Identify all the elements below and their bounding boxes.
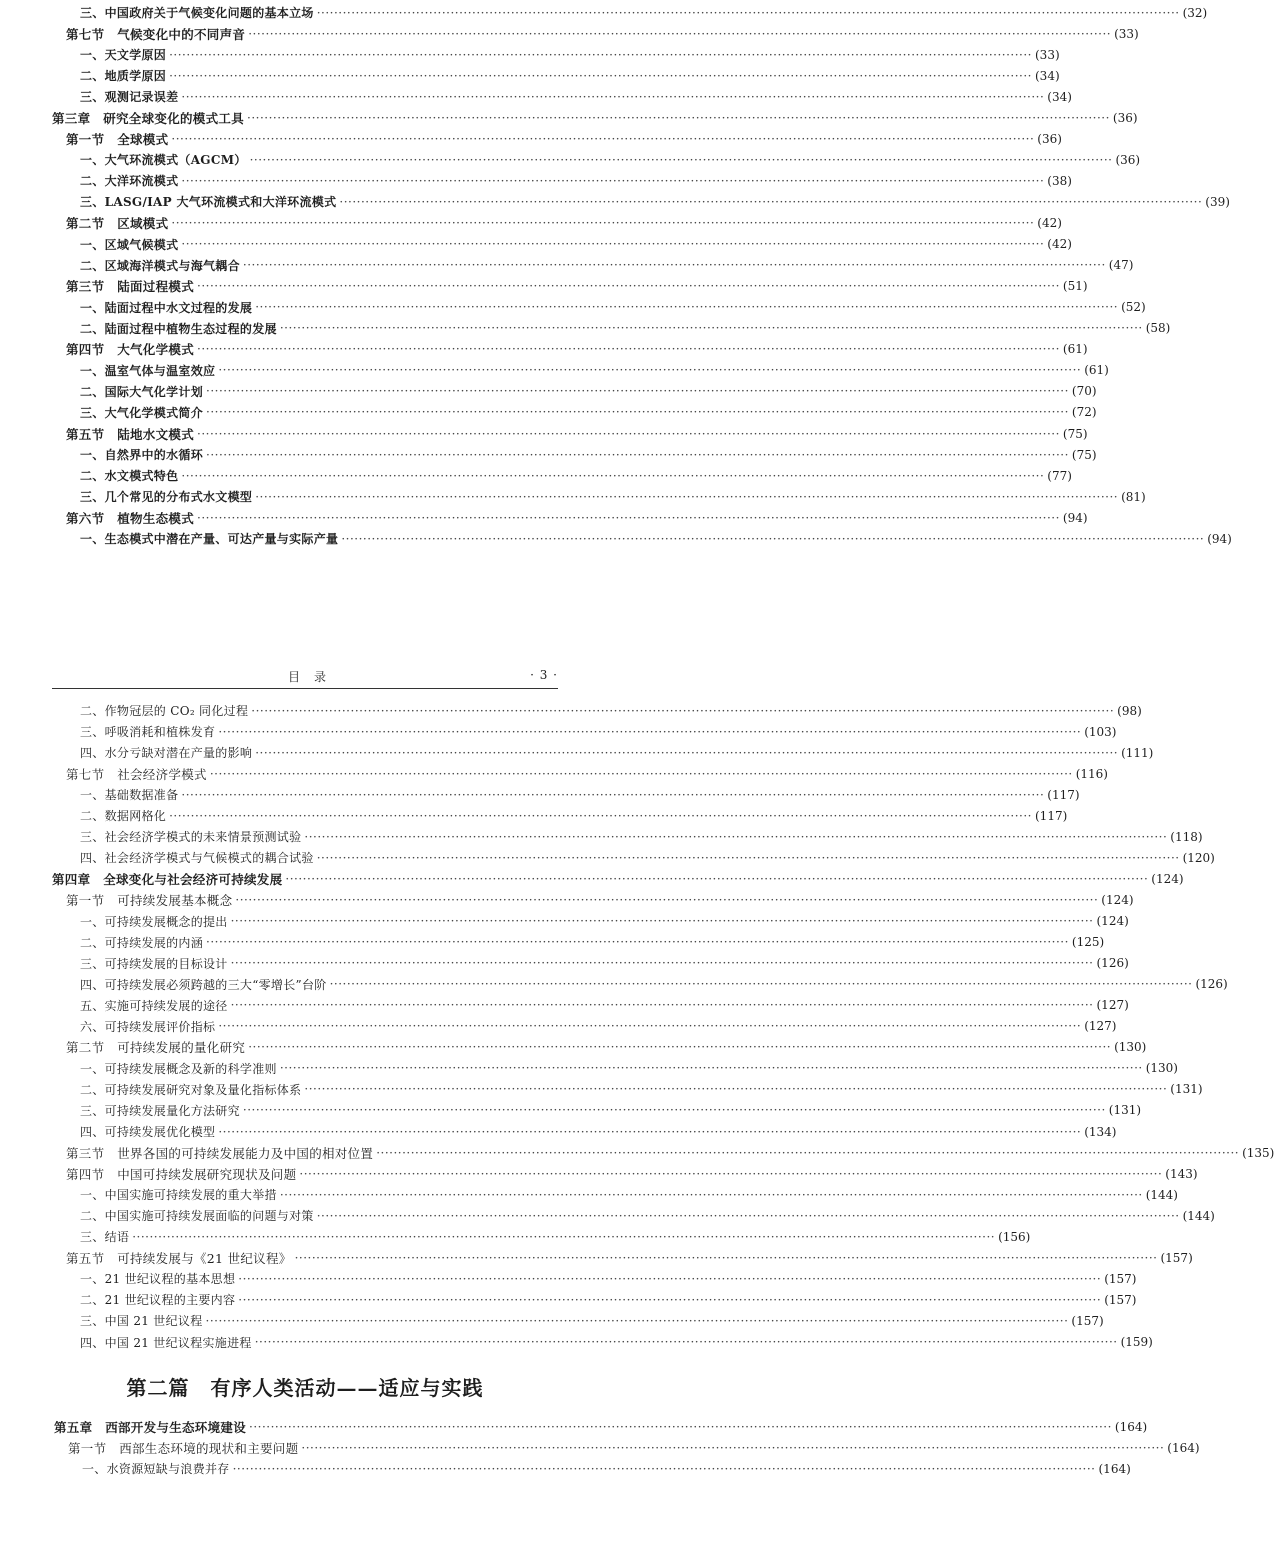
toc-entry-title: 一、陆面过程中水文过程的发展 [80, 300, 253, 315]
toc-entry-title: 一、自然界中的水循环 [80, 448, 204, 463]
toc-entry-title: 二、大洋环流模式 [80, 174, 179, 189]
toc-entry-title: 三、中国 21 世纪议程 [80, 1314, 203, 1329]
toc-entry-title: 六、可持续发展评价指标 [80, 1019, 216, 1034]
toc-entry-title: 三、可持续发展的目标设计 [80, 956, 228, 971]
toc-dot-leader: ········································································································································································································ [230, 956, 1094, 971]
toc-entry-page: (144) [1145, 1187, 1178, 1202]
toc-entry-title: 二、区域海洋模式与海气耦合 [80, 258, 240, 273]
toc-entry-item [80, 1289, 1137, 1310]
toc-entry-item [80, 1079, 1203, 1100]
toc-entry-page: (36) [1037, 131, 1062, 146]
toc-entry-page: (42) [1037, 216, 1062, 230]
toc-entry-title: 五、实施可持续发展的途径 [80, 998, 228, 1013]
toc-entry-item [80, 486, 1146, 507]
toc-dot-leader: ········································································································································································································ [169, 808, 1032, 823]
toc-entry-section [66, 423, 1088, 444]
toc-entry-title: 一、大气环流模式（AGCM） [80, 153, 247, 168]
toc-entry-title: 一、水资源短缺与浪费并存 [82, 1462, 230, 1477]
toc-entry-title: 第四章 全球变化与社会经济可持续发展 [52, 871, 283, 887]
toc-dot-leader: ········································································································································································································ [238, 1292, 1102, 1307]
toc-dot-leader: ········································································································································································································ [299, 1166, 1163, 1181]
toc-dot-leader: ········································································································································································································ [197, 279, 1060, 294]
toc-entry-section [66, 889, 1134, 910]
toc-entry-item [82, 1458, 1131, 1479]
toc-dot-leader: ········································································································································································································ [169, 68, 1032, 83]
toc-dot-leader: ········································································································································································································ [181, 237, 1045, 252]
toc-entry-page: (164) [1114, 1419, 1148, 1434]
toc-entry-item [80, 700, 1142, 721]
toc-entry-section [66, 1247, 1193, 1268]
toc-entry-item [80, 1226, 1031, 1247]
toc-dot-leader: ········································································································································································································ [285, 871, 1149, 886]
toc-dot-leader: ········································································································································································································ [197, 426, 1060, 441]
toc-entry-page: (116) [1075, 766, 1108, 781]
toc-dot-leader: ········································································································································································································ [254, 1335, 1118, 1349]
toc-entry-item [80, 1016, 1117, 1037]
toc-dot-leader: ········································································································································································································ [249, 1419, 1112, 1434]
toc-entry-title: 一、可持续发展概念的提出 [80, 914, 228, 929]
toc-dot-leader: ········································································································································································································ [242, 258, 1106, 273]
toc-dot-leader: ········································································································································································································ [218, 1019, 1082, 1034]
toc-entry-title: 第五章 西部开发与生态环境建设 [54, 1419, 247, 1435]
toc-entry-title: 第一节 可持续发展基本概念 [66, 892, 233, 908]
toc-entry-title: 第六节 植物生态模式 [66, 510, 195, 526]
toc-entry-item [80, 1268, 1137, 1289]
toc-entry-page: (33) [1114, 26, 1139, 41]
toc-dot-leader: ········································································································································································································ [279, 321, 1143, 336]
toc-dot-leader: ········································································································································································································ [279, 1061, 1143, 1076]
toc-dot-leader: ········································································································································································································ [316, 1208, 1180, 1223]
toc-dot-leader: ········································································································································································································ [206, 405, 1069, 420]
toc-entry-chapter [54, 1416, 1148, 1437]
toc-entry-title: 二、可持续发展研究对象及量化指标体系 [80, 1082, 302, 1097]
toc-dot-leader: ········································································································································································································ [206, 935, 1069, 950]
toc-entry-page: (34) [1035, 68, 1060, 83]
toc-dot-leader: ········································································································································································································ [181, 89, 1045, 104]
toc-entry-title: 二、水文模式特色 [80, 469, 179, 484]
toc-entry-page: (39) [1205, 194, 1230, 209]
toc-entry-title: 一、生态模式中潜在产量、可达产量与实际产量 [80, 532, 339, 547]
toc-dot-leader: ········································································································································································································ [238, 1271, 1102, 1286]
toc-entry-title: 二、作物冠层的 CO₂ 同化过程 [80, 704, 249, 718]
toc-entry-section [66, 213, 1062, 234]
toc-dot-leader: ········································································································································································································ [197, 510, 1060, 525]
toc-entry-page: (127) [1096, 998, 1129, 1013]
toc-entry-page: (126) [1096, 956, 1129, 971]
toc-entry-page: (77) [1047, 468, 1072, 483]
toc-entry-page: (81) [1121, 489, 1146, 504]
part-title: 第二篇 有序人类活动——适应与实践 [126, 1376, 484, 1400]
toc-entry-title: 第三节 陆面过程模式 [66, 279, 195, 295]
toc-dot-leader: ········································································································································································································ [294, 1250, 1158, 1265]
toc-entry-item [80, 742, 1154, 763]
toc-entry-title: 一、中国实施可持续发展的重大举措 [80, 1188, 277, 1203]
toc-dot-leader: ········································································································································································································ [248, 1040, 1112, 1055]
toc-entry-title: 一、可持续发展概念及新的科学准则 [80, 1061, 277, 1076]
toc-dot-leader: ········································································································································································································ [339, 194, 1203, 209]
toc-entry-page: (94) [1062, 510, 1088, 525]
toc-entry-page: (61) [1062, 342, 1088, 357]
toc-dot-leader: ········································································································································································································ [329, 977, 1193, 992]
toc-entry-title: 三、大气化学模式简介 [80, 405, 204, 420]
toc-entry-item [80, 953, 1129, 974]
toc-entry-page: (42) [1047, 237, 1072, 252]
toc-entry-title: 第一节 全球模式 [66, 131, 169, 147]
toc-entry-page: (117) [1035, 808, 1068, 823]
toc-entry-title: 四、社会经济学模式与气候模式的耦合试验 [80, 851, 314, 866]
toc-entry-title: 二、可持续发展的内涵 [80, 935, 204, 950]
toc-entry-page: (134) [1084, 1124, 1117, 1139]
toc-entry-section [66, 763, 1108, 784]
toc-entry-item [80, 1121, 1117, 1142]
toc-dot-leader: ········································································································································································································ [279, 1187, 1143, 1202]
toc-entry-item [80, 911, 1129, 932]
toc-entry-page: (127) [1084, 1019, 1117, 1034]
toc-dot-leader: ········································································································································································································ [232, 1461, 1096, 1476]
toc-entry-title: 第三节 世界各国的可持续发展能力及中国的相对位置 [66, 1145, 374, 1161]
toc-entry-page: (164) [1098, 1461, 1131, 1476]
toc-entry-title: 四、水分亏缺对潜在产量的影响 [80, 746, 253, 761]
toc-entry-page: (131) [1170, 1082, 1203, 1097]
toc-dot-leader: ········································································································································································································ [218, 1124, 1082, 1139]
toc-entry-title: 第七节 气候变化中的不同声音 [66, 26, 246, 42]
toc-entry-title: 三、观测记录误差 [80, 90, 179, 105]
toc-entry-title: 第三章 研究全球变化的模式工具 [52, 110, 245, 126]
toc-dot-leader: ········································································································································································································ [181, 787, 1045, 802]
toc-entry-item [80, 826, 1203, 847]
toc-entry-title: 四、可持续发展优化模型 [80, 1125, 216, 1139]
toc-dot-leader: ········································································································································································································ [206, 384, 1069, 399]
toc-entry-title: 二、中国实施可持续发展面临的问题与对策 [80, 1209, 314, 1224]
toc-entry-page: (103) [1084, 724, 1117, 739]
toc-entry-page: (38) [1047, 173, 1072, 188]
toc-dot-leader: ········································································································································································································ [132, 1229, 996, 1244]
toc-entry-section [66, 276, 1088, 297]
toc-entry-page: (98) [1117, 703, 1142, 718]
toc-dot-leader: ········································································································································································································ [218, 363, 1082, 378]
toc-entry-chapter [52, 868, 1184, 889]
toc-entry-page: (52) [1121, 300, 1146, 315]
toc-entry-page: (111) [1121, 745, 1154, 760]
toc-entry-section [66, 1163, 1198, 1184]
toc-entry-title: 二、国际大气化学计划 [80, 384, 204, 399]
toc-entry-item [80, 932, 1105, 953]
toc-dot-leader: ········································································································································································································ [205, 1313, 1069, 1328]
toc-entry-title: 三、几个常见的分布式水文模型 [80, 490, 253, 505]
toc-entry-page: (124) [1101, 892, 1134, 907]
toc-dot-leader: ········································································································································································································ [255, 745, 1119, 760]
toc-entry-page: (47) [1108, 258, 1134, 273]
toc-entry-item [80, 149, 1141, 170]
toc-dot-leader: ········································································································································································································ [255, 300, 1119, 315]
toc-entry-item [80, 381, 1097, 402]
toc-entry-item [80, 191, 1230, 212]
toc-entry-page: (51) [1062, 279, 1088, 294]
toc-dot-leader: ········································································································································································································ [169, 47, 1032, 62]
toc-dot-leader: ········································································································································································································ [206, 447, 1069, 462]
toc-dot-leader: ········································································································································································································ [255, 489, 1119, 504]
toc-entry-item [80, 1184, 1178, 1205]
toc-entry-item [80, 974, 1228, 995]
toc-entry-page: (75) [1071, 447, 1097, 462]
toc-entry-page: (34) [1047, 89, 1072, 104]
toc-entry-page: (143) [1165, 1166, 1198, 1181]
toc-entry-title: 第五节 陆地水文模式 [66, 426, 195, 442]
toc-entry-title: 一、21 世纪议程的基本思想 [80, 1272, 236, 1287]
toc-entry-page: (72) [1071, 405, 1097, 420]
toc-entry-page: (156) [998, 1229, 1031, 1244]
toc-entry-item [80, 65, 1060, 86]
toc-entry-section [66, 23, 1139, 44]
toc-entry-page: (157) [1104, 1271, 1137, 1286]
toc-entry-page: (125) [1071, 935, 1105, 950]
header-page-number: · 3 · [530, 668, 558, 682]
toc-dot-leader: ········································································································································································································ [242, 1103, 1106, 1118]
toc-entry-section [66, 507, 1088, 528]
toc-entry-item [80, 784, 1080, 805]
toc-entry-title: 第七节 社会经济学模式 [66, 766, 207, 782]
toc-entry-title: 三、LASG/IAP 大气环流模式和大洋环流模式 [80, 195, 337, 210]
toc-entry-title: 四、中国 21 世纪议程实施进程 [80, 1335, 252, 1350]
toc-entry-item [80, 318, 1171, 339]
toc-dot-leader: ········································································································································································································ [316, 5, 1180, 20]
toc-entry-page: (164) [1167, 1440, 1200, 1455]
toc-entry-item [80, 234, 1072, 255]
toc-entry-title: 第五节 可持续发展与《21 世纪议程》 [66, 1250, 292, 1266]
toc-entry-title: 二、数据网格化 [80, 809, 167, 824]
toc-entry-title: 三、可持续发展量化方法研究 [80, 1103, 240, 1118]
toc-entry-page: (131) [1108, 1103, 1142, 1118]
toc-entry-title: 第二节 可持续发展的量化研究 [66, 1040, 246, 1056]
toc-entry-title: 三、结语 [80, 1230, 130, 1245]
toc-dot-leader: ········································································································································································································ [209, 766, 1073, 781]
toc-dot-leader: ········································································································································································································ [247, 110, 1110, 125]
toc-entry-page: (124) [1151, 871, 1184, 886]
toc-entry-section [66, 128, 1062, 149]
toc-dot-leader: ········································································································································································································ [181, 173, 1045, 188]
toc-entry-item [80, 170, 1072, 191]
toc-entry-page: (61) [1084, 363, 1109, 378]
toc-entry-chapter [52, 107, 1138, 128]
toc-entry-page: (130) [1114, 1040, 1147, 1055]
toc-entry-page: (144) [1182, 1208, 1215, 1223]
toc-entry-title: 一、温室气体与温室效应 [80, 363, 216, 378]
toc-entry-section [66, 1142, 1274, 1163]
toc-entry-page: (130) [1145, 1061, 1178, 1076]
toc-entry-page: (159) [1120, 1335, 1153, 1349]
toc-entry-title: 三、中国政府关于气候变化问题的基本立场 [80, 6, 314, 20]
toc-entry-page: (70) [1071, 384, 1097, 399]
page-header [52, 668, 558, 689]
toc-entry-item [80, 1310, 1104, 1331]
toc-entry-item [80, 847, 1215, 868]
toc-entry-item [80, 86, 1072, 107]
toc-entry-title: 一、区域气候模式 [80, 237, 179, 252]
toc-entry-item [80, 255, 1134, 276]
toc-entry-title: 二、陆面过程中植物生态过程的发展 [80, 321, 277, 336]
toc-entry-page: (126) [1195, 977, 1228, 992]
toc-entry-page: (75) [1062, 426, 1088, 441]
toc-entry-item [80, 721, 1117, 742]
toc-dot-leader: ········································································································································································································ [230, 914, 1094, 928]
toc-entry-title: 第一节 西部生态环境的现状和主要问题 [68, 1440, 299, 1456]
toc-dot-leader: ········································································································································································································ [235, 892, 1099, 907]
toc-entry-title: 三、呼吸消耗和植株发育 [80, 725, 216, 740]
toc-entry-page: (36) [1112, 110, 1138, 125]
toc-entry-page: (32) [1182, 5, 1208, 20]
toc-entry-page: (157) [1104, 1292, 1137, 1307]
toc-entry-item [80, 805, 1068, 826]
toc-entry-item [80, 402, 1097, 423]
toc-entry-item [80, 465, 1072, 486]
header-title: 目录 [288, 670, 341, 684]
toc-entry-item [80, 2, 1208, 23]
toc-dot-leader: ········································································································································································································ [248, 26, 1112, 41]
toc-entry-item [80, 1100, 1142, 1121]
toc-dot-leader: ········································································································································································································ [230, 998, 1094, 1013]
toc-dot-leader: ········································································································································································································ [197, 342, 1060, 357]
toc-entry-page: (58) [1145, 321, 1171, 336]
toc-entry-title: 四、可持续发展必须跨越的三大“零增长”台阶 [80, 977, 327, 992]
toc-entry-item [80, 528, 1232, 549]
toc-dot-leader: ········································································································································································································ [171, 216, 1035, 230]
toc-dot-leader: ········································································································································································································ [341, 531, 1205, 546]
toc-entry-page: (124) [1096, 914, 1129, 928]
toc-entry-page: (36) [1115, 152, 1141, 167]
toc-entry-item [80, 297, 1146, 318]
toc-entry-item [80, 1332, 1153, 1353]
toc-entry-section [66, 339, 1088, 360]
toc-dot-leader: ········································································································································································································ [251, 703, 1115, 718]
toc-dot-leader: ········································································································································································································ [181, 468, 1045, 483]
toc-entry-item [80, 44, 1060, 65]
toc-entry-title: 第四节 中国可持续发展研究现状及问题 [66, 1166, 297, 1182]
toc-entry-title: 第四节 大气化学模式 [66, 342, 195, 358]
toc-dot-leader: ········································································································································································································ [316, 850, 1180, 865]
toc-entry-item [80, 1058, 1178, 1079]
toc-entry-page: (117) [1047, 787, 1080, 802]
toc-entry-item [80, 1205, 1215, 1226]
toc-dot-leader: ········································································································································································································ [171, 131, 1035, 146]
toc-entry-title: 一、基础数据准备 [80, 788, 179, 803]
toc-dot-leader: ········································································································································································································ [304, 829, 1168, 844]
toc-entry-title: 一、天文学原因 [80, 48, 167, 63]
toc-entry-page: (33) [1035, 47, 1060, 62]
toc-entry-item [80, 444, 1097, 465]
toc-entry-title: 第二节 区域模式 [66, 216, 169, 231]
toc-entry-section [68, 1437, 1200, 1458]
toc-entry-page: (157) [1071, 1313, 1104, 1328]
toc-entry-title: 二、地质学原因 [80, 69, 167, 84]
toc-entry-page: (120) [1182, 850, 1215, 865]
toc-entry-item [80, 360, 1109, 381]
toc-entry-page: (94) [1207, 531, 1232, 546]
toc-dot-leader: ········································································································································································································ [218, 724, 1082, 739]
toc-dot-leader: ········································································································································································································ [301, 1440, 1165, 1455]
toc-entry-title: 二、21 世纪议程的主要内容 [80, 1293, 236, 1308]
toc-dot-leader: ········································································································································································································ [376, 1145, 1240, 1160]
toc-entry-page: (135) [1242, 1145, 1274, 1160]
toc-entry-title: 三、社会经济学模式的未来情景预测试验 [80, 830, 302, 845]
toc-entry-page: (157) [1160, 1250, 1193, 1265]
toc-entry-item [80, 995, 1129, 1016]
toc-dot-leader: ········································································································································································································ [304, 1082, 1168, 1097]
toc-dot-leader: ········································································································································································································ [249, 152, 1113, 167]
toc-entry-section [66, 1037, 1147, 1058]
toc-entry-page: (118) [1170, 829, 1203, 844]
